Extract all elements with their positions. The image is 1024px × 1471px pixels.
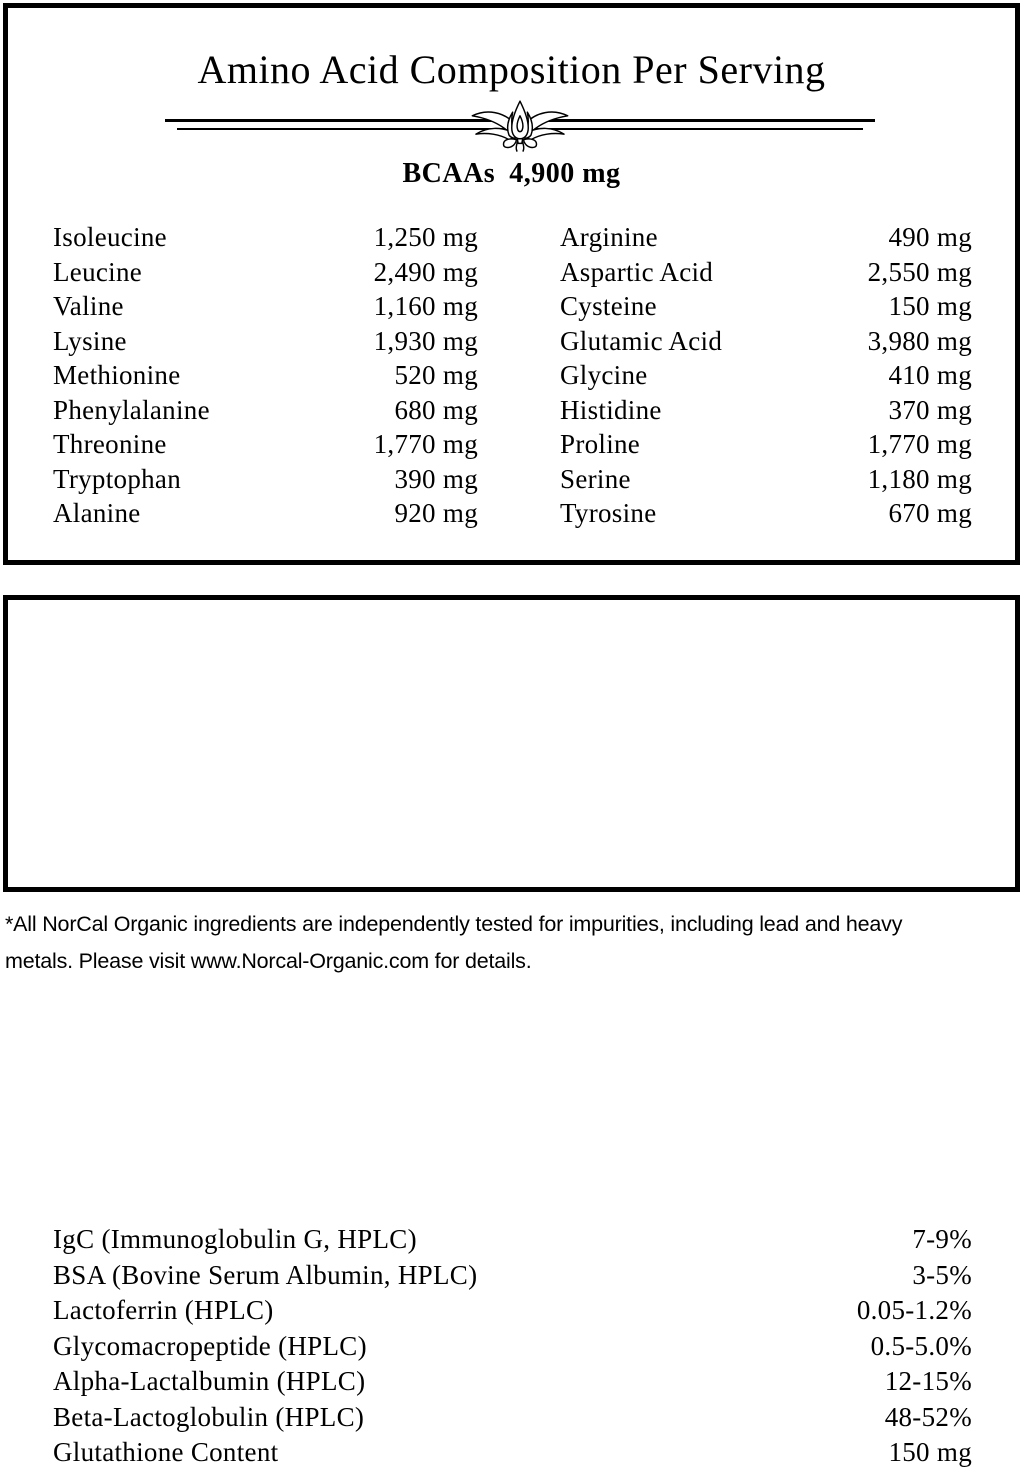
amino-acid-panel bbox=[3, 3, 1020, 565]
amino-acid-row-label: Alanine bbox=[53, 498, 141, 528]
protein-fraction-row bbox=[53, 1329, 972, 1365]
amino-acid-row-label: Glycine bbox=[560, 360, 648, 390]
amino-acid-row bbox=[560, 255, 972, 290]
bcaa-value: 4,900 mg bbox=[509, 158, 621, 189]
amino-acid-row-value: 680 mg bbox=[394, 394, 478, 425]
amino-acid-row bbox=[560, 220, 972, 255]
protein-fraction-row-value: 12-15% bbox=[884, 1366, 972, 1396]
protein-fraction-row-label: IgC (Immunoglobulin G, HPLC) bbox=[53, 1224, 417, 1254]
amino-acid-row-label: Arginine bbox=[560, 222, 658, 252]
amino-acid-row bbox=[53, 255, 478, 290]
amino-acid-row-label: Cysteine bbox=[560, 291, 657, 321]
protein-fraction-row-label: BSA (Bovine Serum Albumin, HPLC) bbox=[53, 1259, 478, 1290]
protein-fraction-row bbox=[53, 1435, 972, 1471]
amino-acid-row-value: 3,980 mg bbox=[867, 325, 972, 356]
amino-acid-row-value: 2,490 mg bbox=[373, 256, 478, 287]
protein-fraction-row-value: 48-52% bbox=[884, 1401, 972, 1432]
amino-acid-row-value: 670 mg bbox=[888, 498, 972, 528]
amino-acid-row-value: 370 mg bbox=[888, 394, 972, 425]
amino-column-left bbox=[53, 220, 478, 531]
bcaa-label: BCAAs bbox=[402, 158, 496, 189]
amino-column-right bbox=[560, 220, 972, 531]
amino-acid-row-label: Serine bbox=[560, 463, 631, 494]
amino-acid-row bbox=[53, 220, 478, 255]
protein-fraction-row bbox=[53, 1400, 972, 1436]
amino-acid-row-label: Lysine bbox=[53, 325, 127, 356]
footnote-line-2: metals. Please visit www.Norcal-Organic.com for details. bbox=[5, 949, 532, 973]
amino-acid-row bbox=[53, 289, 478, 324]
amino-acid-row bbox=[53, 462, 478, 497]
amino-acid-row bbox=[560, 427, 972, 462]
protein-fractions-list bbox=[53, 1222, 972, 1471]
protein-fraction-row-value: 0.5-5.0% bbox=[870, 1330, 972, 1361]
amino-acid-row bbox=[53, 393, 478, 428]
protein-fraction-row-value: 3-5% bbox=[912, 1259, 972, 1290]
amino-acid-row bbox=[560, 289, 972, 324]
protein-fraction-row bbox=[53, 1222, 972, 1258]
amino-acid-row bbox=[560, 358, 972, 393]
amino-acid-row-label: Isoleucine bbox=[53, 222, 167, 252]
amino-acid-row bbox=[560, 393, 972, 428]
amino-acid-row-value: 390 mg bbox=[394, 463, 478, 494]
protein-fraction-row-label: Glycomacropeptide (HPLC) bbox=[53, 1330, 367, 1361]
lotus-ornament-icon bbox=[465, 96, 575, 154]
amino-acid-row bbox=[560, 324, 972, 359]
page-title: Amino Acid Composition Per Serving bbox=[197, 47, 826, 92]
protein-fraction-row-label: Glutathione Content bbox=[53, 1437, 279, 1467]
amino-acid-row-value: 1,770 mg bbox=[867, 429, 972, 459]
amino-acid-row-label: Tyrosine bbox=[560, 498, 657, 528]
amino-acid-row bbox=[53, 496, 478, 531]
protein-fraction-row-label: Beta-Lactoglobulin (HPLC) bbox=[53, 1401, 365, 1432]
footnote bbox=[5, 906, 1021, 980]
protein-fraction-row-label: Lactoferrin (HPLC) bbox=[53, 1295, 274, 1325]
protein-fraction-row bbox=[53, 1258, 972, 1294]
protein-fraction-row-value: 150 mg bbox=[888, 1437, 972, 1467]
amino-acid-row-value: 1,770 mg bbox=[373, 429, 478, 459]
amino-acid-row-value: 2,550 mg bbox=[867, 256, 972, 287]
protein-fraction-row-value: 7-9% bbox=[912, 1224, 972, 1254]
protein-fraction-row bbox=[53, 1293, 972, 1329]
amino-acid-row-label: Tryptophan bbox=[53, 463, 182, 494]
amino-acid-row bbox=[53, 324, 478, 359]
amino-acid-row-value: 490 mg bbox=[888, 222, 972, 252]
amino-acid-row bbox=[53, 427, 478, 462]
amino-acid-row-value: 1,180 mg bbox=[867, 463, 972, 494]
amino-acid-row-label: Histidine bbox=[560, 394, 662, 425]
ornamental-divider bbox=[165, 113, 875, 155]
amino-acid-row-value: 1,250 mg bbox=[373, 222, 478, 252]
amino-acid-row-value: 410 mg bbox=[888, 360, 972, 390]
protein-fraction-row bbox=[53, 1364, 972, 1400]
amino-acid-row-label: Leucine bbox=[53, 256, 143, 287]
amino-acid-row bbox=[53, 358, 478, 393]
protein-fraction-row-value: 0.05-1.2% bbox=[856, 1295, 972, 1325]
amino-acid-row-value: 1,160 mg bbox=[373, 291, 478, 321]
amino-acid-row-value: 520 mg bbox=[394, 360, 478, 390]
amino-acid-row-label: Aspartic Acid bbox=[560, 256, 714, 287]
amino-acid-row-label: Proline bbox=[560, 429, 641, 459]
amino-acid-row-value: 1,930 mg bbox=[373, 325, 478, 356]
protein-fraction-row-label: Alpha-Lactalbumin (HPLC) bbox=[53, 1366, 366, 1396]
bcaa-total bbox=[8, 158, 1015, 190]
amino-acid-row-value: 150 mg bbox=[888, 291, 972, 321]
footnote-line-1: *All NorCal Organic ingredients are independently tested for impurities, including lead and heavy bbox=[5, 912, 903, 936]
amino-acid-row bbox=[560, 496, 972, 531]
amino-acid-row-label: Valine bbox=[53, 291, 124, 321]
amino-acid-row-label: Phenylalanine bbox=[53, 394, 210, 425]
amino-acid-row-value: 920 mg bbox=[394, 498, 478, 528]
amino-acid-row bbox=[560, 462, 972, 497]
amino-acid-row-label: Threonine bbox=[53, 429, 167, 459]
amino-acid-row-label: Methionine bbox=[53, 360, 181, 390]
amino-acid-row-label: Glutamic Acid bbox=[560, 325, 723, 356]
